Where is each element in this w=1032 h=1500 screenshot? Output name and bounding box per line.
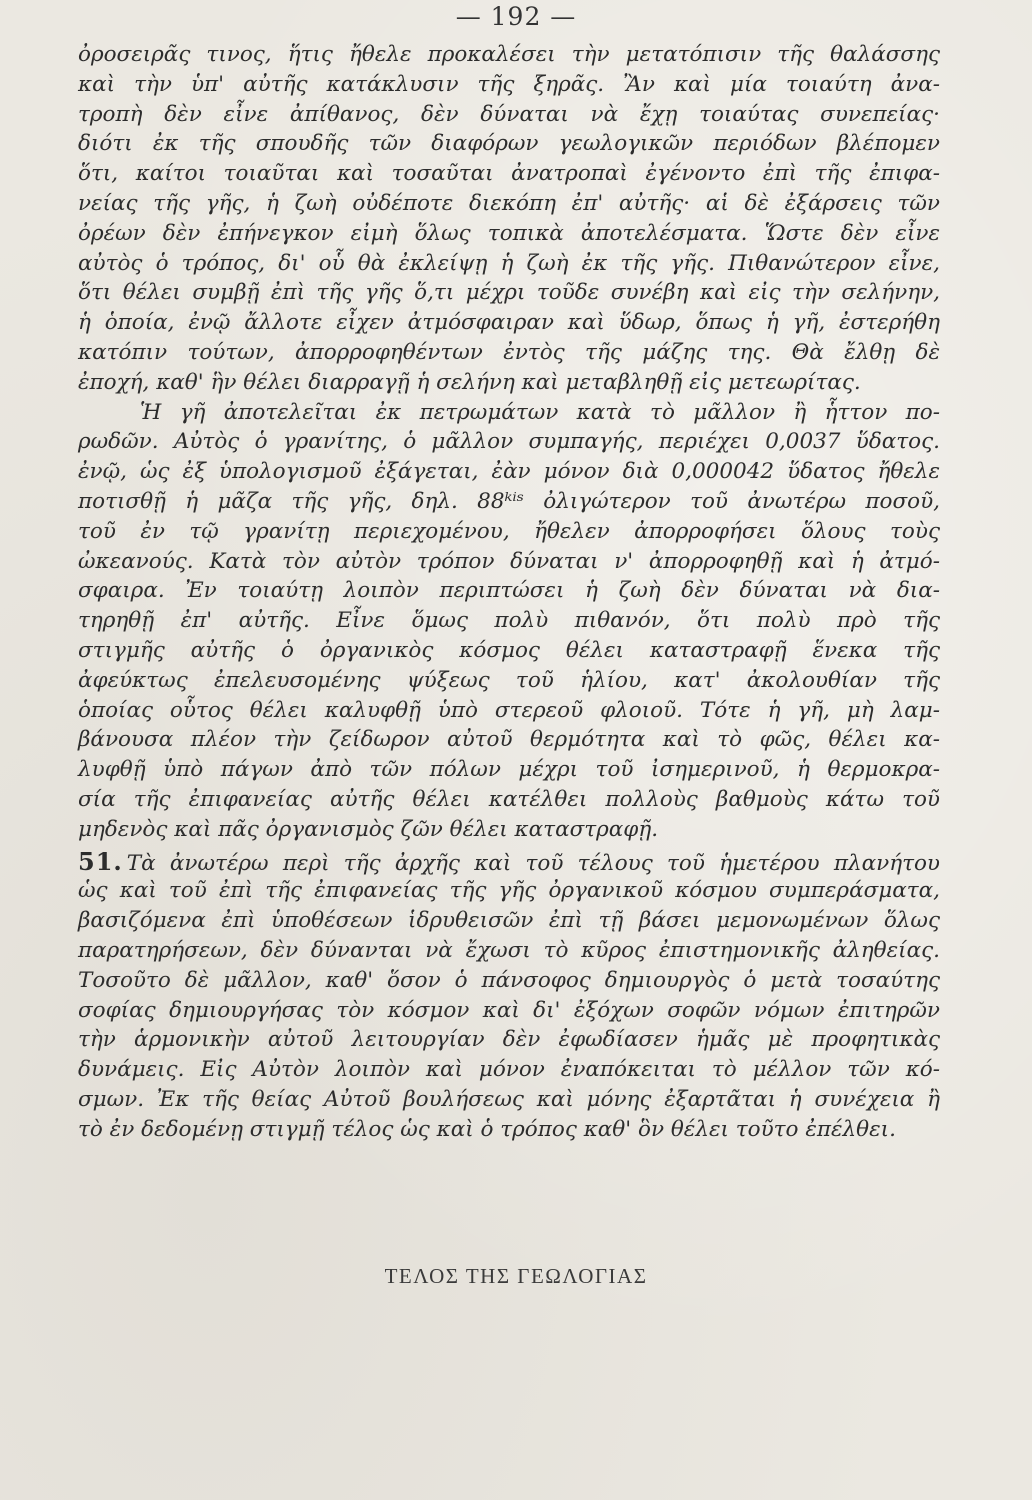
paragraph-1 [78,40,940,398]
text-line: ἐποχή, καθ' ἣν θέλει διαρραγῇ ἡ σελήνη καὶ μεταβληθῇ εἰς μετεωρίτας. [78,369,861,395]
text-line: τροπὴ δὲν εἶνε ἀπίθανος, δὲν δύναται νὰ ἔχῃ τοιαύτας συνεπείας· [78,101,940,127]
text-line: ὡς καὶ τοῦ ἐπὶ τῆς ἐπιφανείας τῆς γῆς ὀργανικοῦ κόσμου συμπεράσματα, [78,878,940,904]
text-line: ποτισθῇ ἡ μᾶζα τῆς γῆς, δηλ. 88ᵏⁱˢ ὀλιγώτερον τοῦ ἀνωτέρω ποσοῦ, [78,488,940,514]
text-line: ὀρέων δὲν ἐπήνεγκον εἰμὴ ὅλως τοπικὰ ἀποτελέσματα. Ὥστε δὲν εἶνε [78,220,940,246]
text-line: σοφίας δημιουργήσας τὸν κόσμον καὶ δι' ἐξόχων σοφῶν νόμων ἐπιτηρῶν [78,997,940,1023]
text-line: Τοσοῦτο δὲ μᾶλλον, καθ' ὅσον ὁ πάνσοφος δημιουργὸς ὁ μετὰ τοσαύτης [78,967,940,993]
text-line: καὶ τὴν ὑπ' αὐτῆς κατάκλυσιν τῆς ξηρᾶς. Ἂν καὶ μία τοιαύτη ἀνα- [78,71,940,97]
text-line: βάνουσα πλέον τὴν ζείδωρον αὐτοῦ θερμότητα καὶ τὸ φῶς, θέλει κα- [78,727,940,753]
text-line: ὅτι θέλει συμβῇ ἐπὶ τῆς γῆς ὅ,τι μέχρι τοῦδε συνέβη καὶ εἰς τὴν σελήνην, [78,280,940,306]
text-line: ὅτι, καίτοι τοιαῦται καὶ τοσαῦται ἀνατροπαὶ ἐγένοντο ἐπὶ τῆς ἐπιφα- [78,161,940,187]
text-line: τὴν ἁρμονικὴν αὐτοῦ λειτουργίαν δὲν ἐφωδίασεν ἡμᾶς μὲ προφητικὰς [78,1027,940,1053]
text-line: σφαιρα. Ἐν τοιαύτῃ λοιπὸν περιπτώσει ἡ ζωὴ δὲν δύναται νὰ δια- [78,578,940,604]
text-line: μηδενὸς καὶ πᾶς ὀργανισμὸς ζῶν θέλει καταστραφῇ. [78,816,659,842]
text-line: ἐνῷ, ὡς ἐξ ὑπολογισμοῦ ἐξάγεται, ἐὰν μόνον διὰ 0,000042 ὕδατος ἤθελε [78,459,940,485]
text-line: Τὰ ἀνωτέρω περὶ τῆς ἀρχῆς καὶ τοῦ τέλους τοῦ ἡμετέρου πλανήτου [126,850,940,876]
text-line: αὐτὸς ὁ τρόπος, δι' οὗ θὰ ἐκλείψῃ ἡ ζωὴ ἐκ τῆς γῆς. Πιθανώτερον εἶνε, [78,250,940,276]
text-line: διότι ἐκ τῆς σπουδῆς τῶν διαφόρων γεωλογικῶν περιόδων βλέπομεν [78,131,940,157]
text-line: Ἡ γῆ ἀποτελεῖται ἐκ πετρωμάτων κατὰ τὸ μᾶλλον ἢ ἧττον πο- [140,399,940,425]
colophon: ΤΕΛΟΣ ΤΗΣ ΓΕΩΛΟΓΙΑΣ [384,1264,648,1288]
text-line: στιγμῆς αὐτῆς ὁ ὀργανικὸς κόσμος θέλει καταστραφῇ ἕνεκα τῆς [78,637,940,663]
text-line: λυφθῇ ὑπὸ πάγων ἀπὸ τῶν πόλων μέχρι τοῦ ἰσημερινοῦ, ἡ θερμοκρα- [78,757,940,783]
page-number: — 192 — [455,2,577,31]
paragraph-3 [78,847,940,1145]
text-line: ὠκεανούς. Κατὰ τὸν αὐτὸν τρόπον δύναται ν' ἀπορροφηθῇ καὶ ἡ ἀτμό- [78,548,940,574]
text-line: νείας τῆς γῆς, ἡ ζωὴ οὐδέποτε διεκόπη ἐπ' αὐτῆς· αἱ δὲ ἐξάρσεις τῶν [78,190,940,216]
text-line: δυνάμεις. Εἰς Αὐτὸν λοιπὸν καὶ μόνον ἐναπόκειται τὸ μέλλον τῶν κό- [78,1057,940,1083]
text-line: τηρηθῇ ἐπ' αὐτῆς. Εἶνε ὅμως πολὺ πιθανόν, ὅτι πολὺ πρὸ τῆς [78,608,940,634]
text-line: σία τῆς ἐπιφανείας αὐτῆς θέλει κατέλθει πολλοὺς βαθμοὺς κάτω τοῦ [78,786,940,812]
paragraph-2 [78,398,940,845]
text-line: ρωδῶν. Αὐτὸς ὁ γρανίτης, ὁ μᾶλλον συμπαγής, περιέχει 0,0037 ὕδατος. [78,429,940,455]
text-line: ἀφεύκτως ἐπελευσομένης ψύξεως τοῦ ἡλίου, κατ' ἀκολουθίαν τῆς [78,667,940,693]
text-line: κατόπιν τούτων, ἀπορροφηθέντων ἐντὸς τῆς μάζης της. Θὰ ἔλθῃ δὲ [78,339,940,365]
text-line: ἡ ὁποία, ἐνῷ ἄλλοτε εἶχεν ἀτμόσφαιραν καὶ ὕδωρ, ὅπως ἡ γῆ, ἐστερήθη [78,310,940,336]
text-line: σμων. Ἐκ τῆς θείας Αὐτοῦ βουλήσεως καὶ μόνης ἐξαρτᾶται ἡ συνέχεια ἢ [78,1086,940,1112]
text-line: τὸ ἐν δεδομένῃ στιγμῇ τέλος ὡς καὶ ὁ τρόπος καθ' ὃν θέλει τοῦτο ἐπέλθει. [78,1116,896,1142]
text-line: παρατηρήσεων, δὲν δύνανται νὰ ἔχωσι τὸ κῦρος ἐπιστημονικῆς ἀληθείας. [78,937,940,963]
text-line: βασιζόμενα ἐπὶ ὑποθέσεων ἱδρυθεισῶν ἐπὶ τῇ βάσει μεμονωμένων ὅλως [78,908,940,934]
text-line: ὁποίας οὗτος θέλει καλυφθῇ ὑπὸ στερεοῦ φλοιοῦ. Τότε ἡ γῆ, μὴ λαμ- [78,697,940,723]
text-line: τοῦ ἐν τῷ γρανίτῃ περιεχομένου, ἤθελεν ἀπορροφήσει ὅλους τοὺς [78,518,940,544]
section-first-line [78,847,940,877]
section-number: 51. [78,846,123,876]
text-line: ὀροσειρᾶς τινος, ἥτις ἤθελε προκαλέσει τὴν μετατόπισιν τῆς θαλάσσης [78,42,940,67]
body-text [78,40,940,1144]
